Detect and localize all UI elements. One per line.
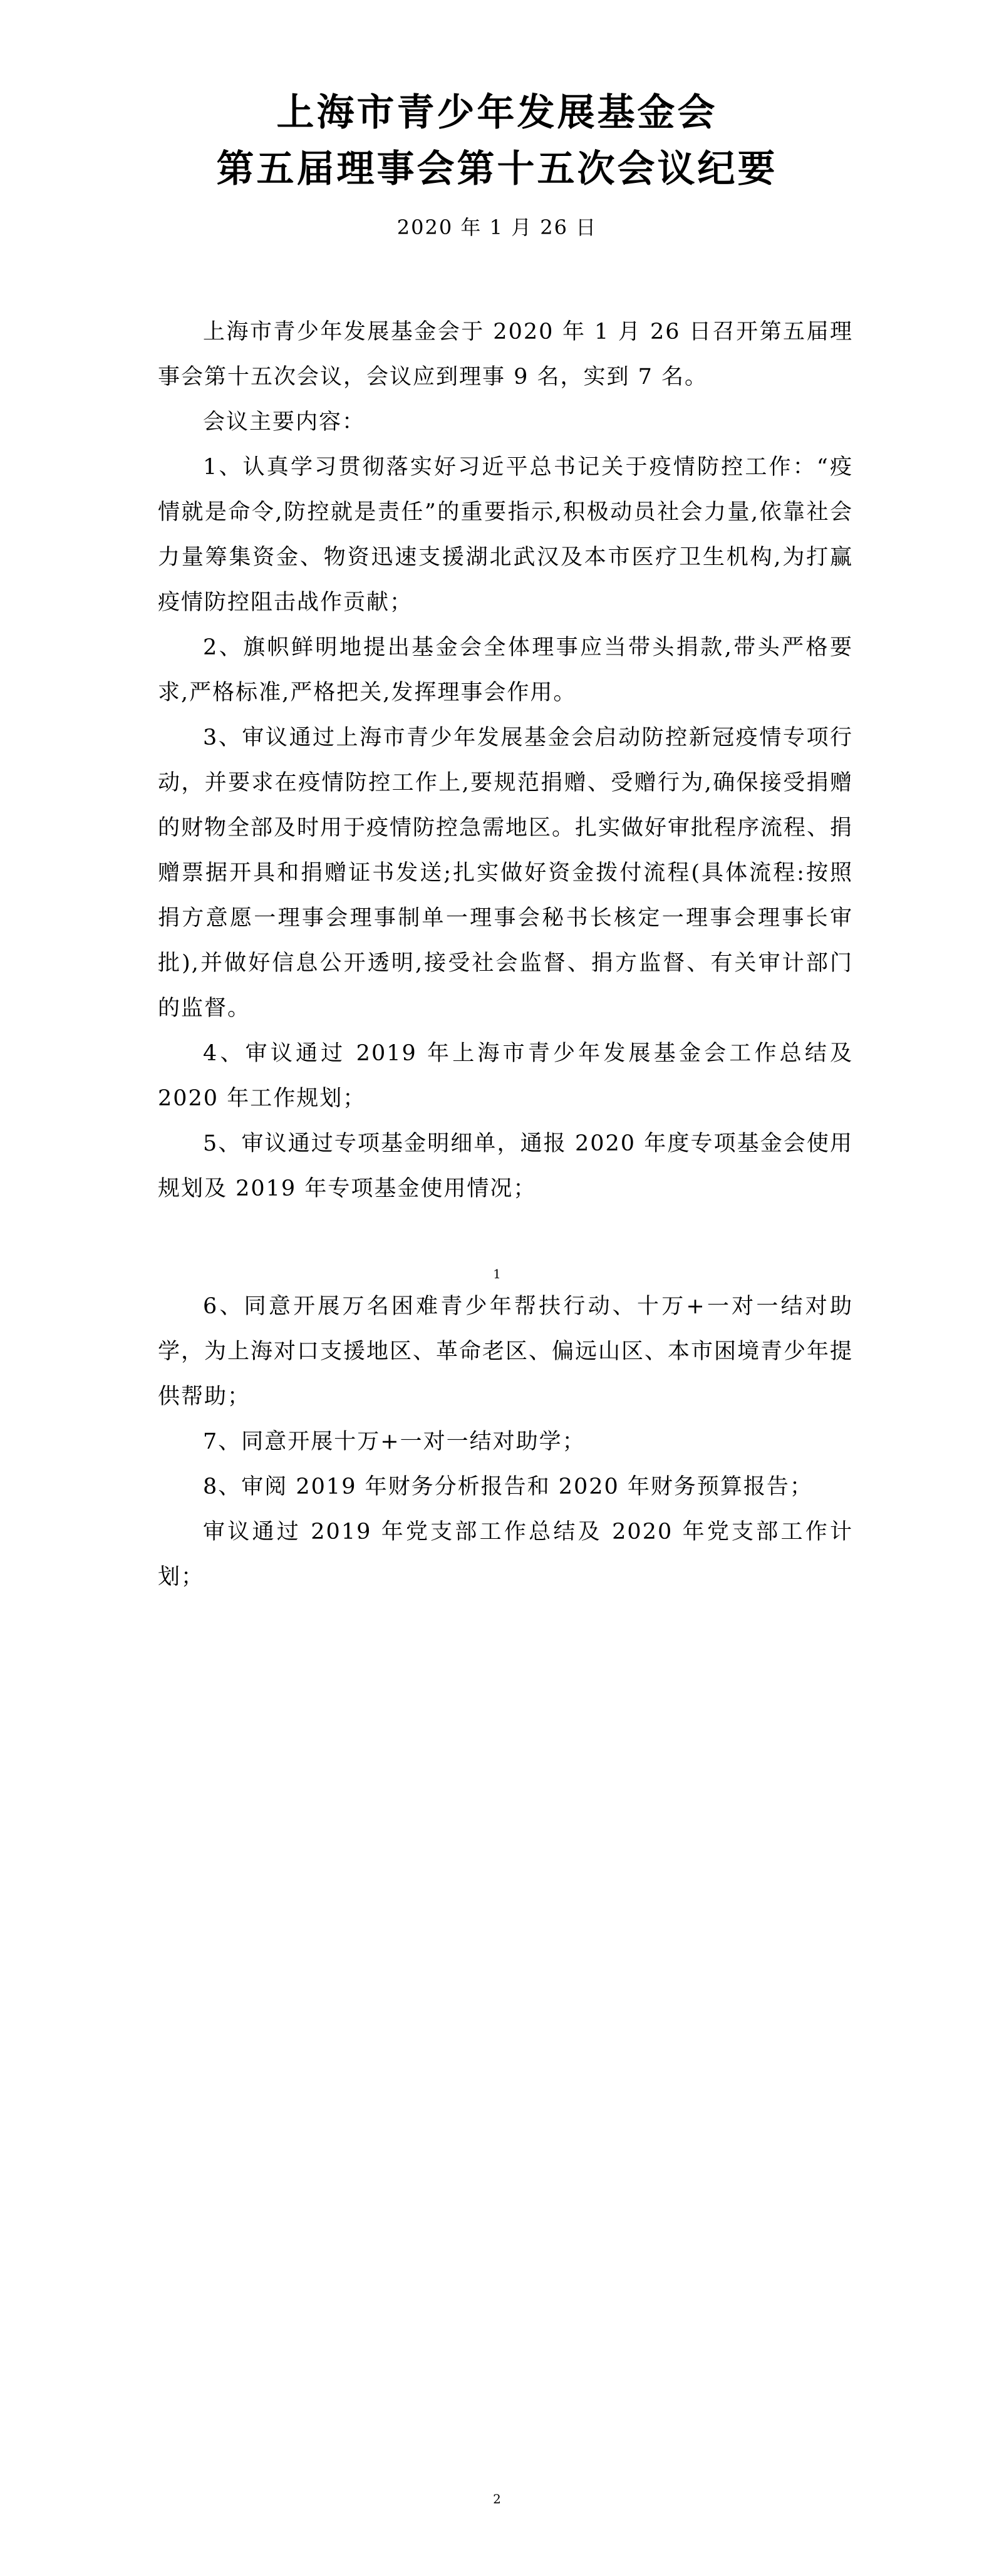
minutes-item-7: 7、同意开展十万+一对一结对助学； bbox=[203, 1429, 586, 1454]
minutes-item-4: 4、审议通过 2019 年上海市青少年发展基金会工作总结及 2020 年工作规划； bbox=[158, 1041, 853, 1111]
minutes-item-9: 审议通过 2019 年党支部工作总结及 2020 年党支部工作计划； bbox=[158, 1519, 853, 1590]
minutes-item-3: 3、审议通过上海市青少年发展基金会启动防控新冠疫情专项行动，并要求在疫情防控工作上,要规范捐赠、受赠行为,确保接受捐赠的财物全部及时用于疫情防控急需地区。扎实做好审批程序流程、捐赠票据开具和捐赠证书发送;扎实做好资金拨付流程(具体流程:按照捐方意愿一理事会理事制单一理事会秘书长核定一理事会理事长审批),并做好信息公开透明,接受社会监督、捐方监督、有关审计部门的监督。 bbox=[158, 725, 854, 1021]
minutes-item-8: 8、审阅 2019 年财务分析报告和 2020 年财务预算报告； bbox=[203, 1474, 813, 1499]
minutes-body-part2 bbox=[158, 1284, 853, 1600]
minutes-item-5: 5、审议通过专项基金明细单，通报 2020 年度专项基金会使用规划及 2019 年专项基金使用情况； bbox=[158, 1131, 853, 1201]
intro-paragraph: 上海市青少年发展基金会于 2020 年 1 月 26 日召开第五届理事会第十五次会议，会议应到理事 9 名，实到 7 名。 bbox=[158, 319, 853, 390]
minutes-item-2: 2、旗帜鲜明地提出基金会全体理事应当带头捐款,带头严格要求,严格标准,严格把关,发挥理事会作用。 bbox=[158, 635, 853, 705]
minutes-item-6: 6、同意开展万名困难青少年帮扶行动、十万+一对一结对助学，为上海对口支援地区、革命老区、偏远山区、本市困境青少年提供帮助； bbox=[158, 1294, 854, 1409]
minutes-body-part1 bbox=[158, 309, 853, 1211]
document-title-line1: 上海市青少年发展基金会 bbox=[276, 91, 718, 135]
document-title-line2: 第五届理事会第十五次会议纪要 bbox=[216, 147, 778, 191]
meeting-date: 2020 年 1 月 26 日 bbox=[396, 215, 598, 239]
contents-label: 会议主要内容： bbox=[203, 410, 366, 435]
page-number-1: 1 bbox=[493, 1266, 501, 1281]
page-number-2: 2 bbox=[493, 2491, 501, 2506]
minutes-item-1: 1、认真学习贯彻落实好习近平总书记关于疫情防控工作：“疫情就是命令,防控就是责任”的重要指示,积极动员社会力量,依靠社会力量筹集资金、物资迅速支援湖北武汉及本市医疗卫生机构,为打赢疫情防控阻击战作贡献； bbox=[158, 455, 853, 615]
